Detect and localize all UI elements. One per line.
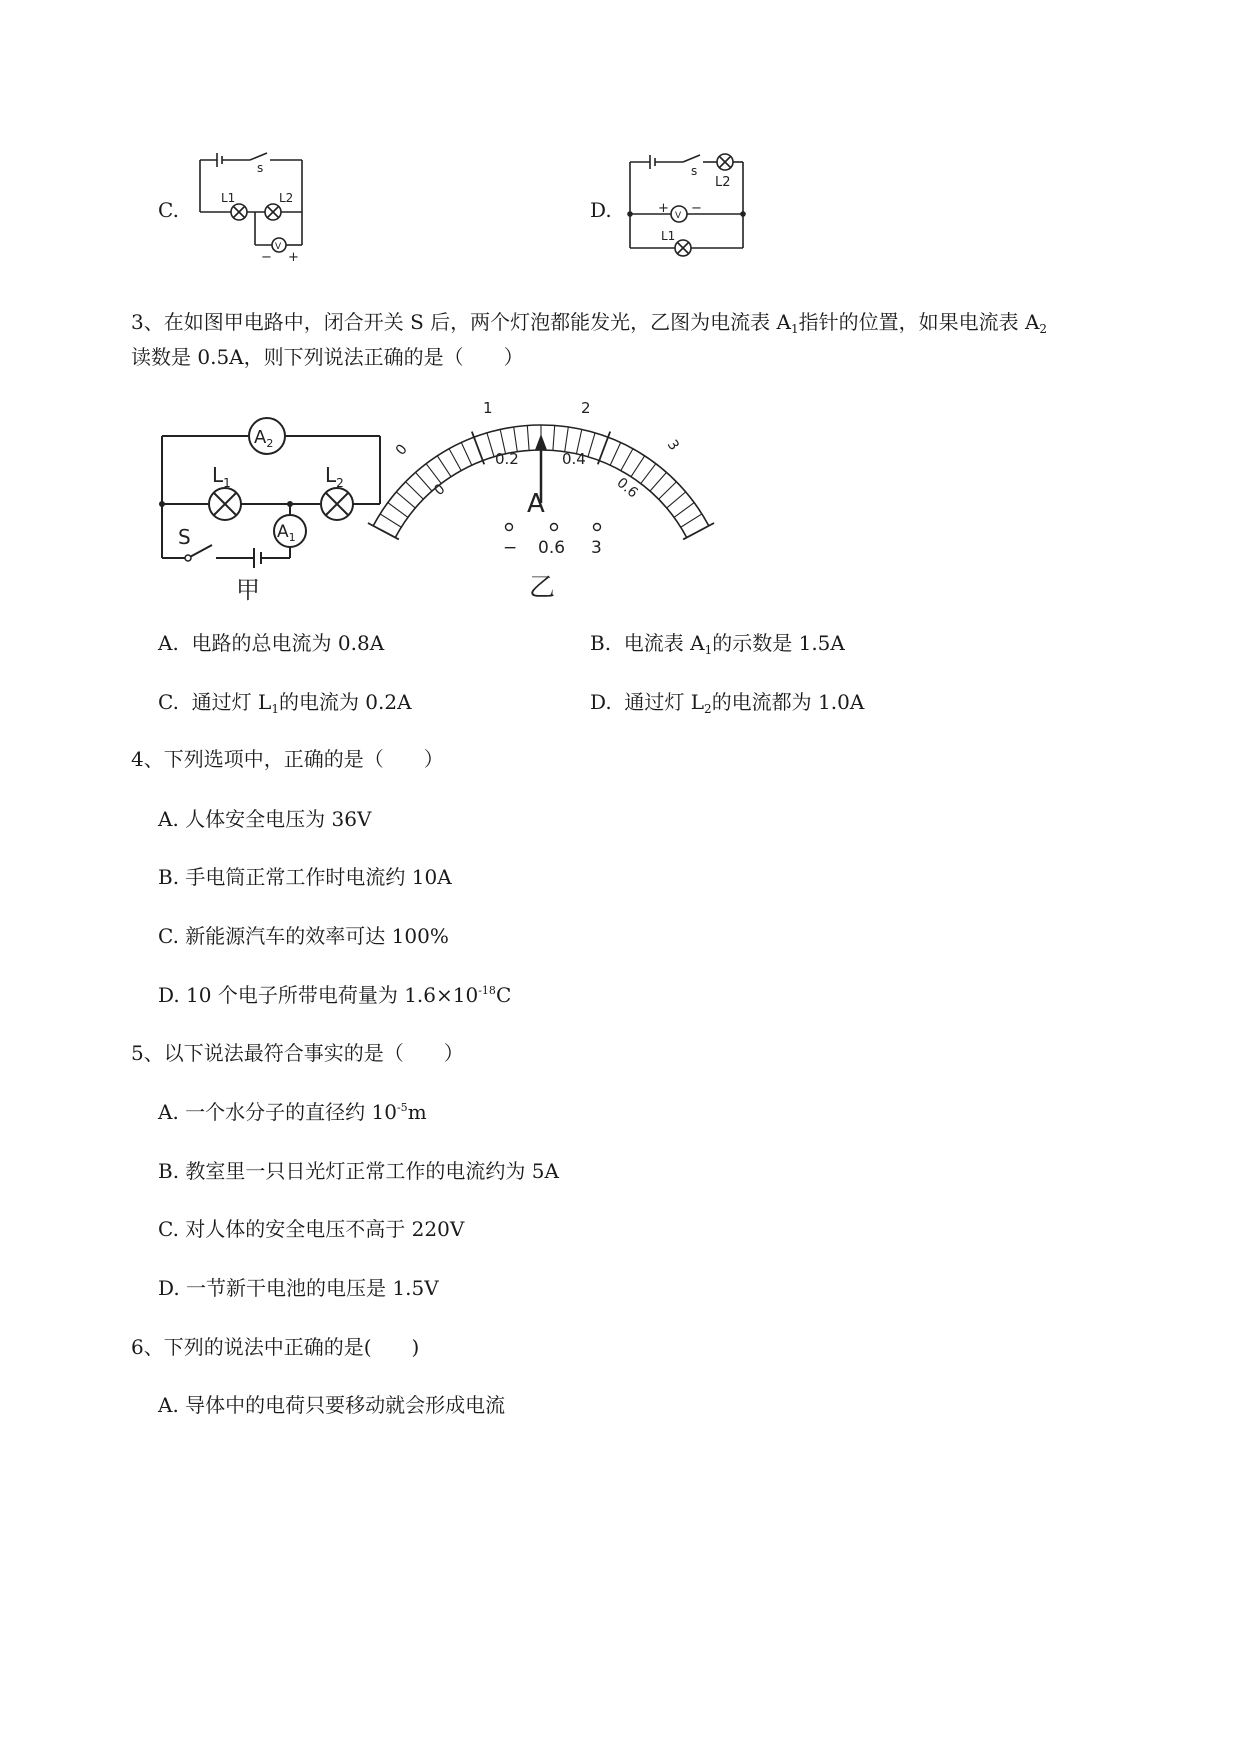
q3-circuit-jia-diagram — [150, 410, 390, 610]
terminal-minus — [506, 524, 513, 531]
q5-option-d: D. 一节新干电池的电压是 1.5V — [158, 1276, 439, 1300]
q2c-plus-label: + — [288, 250, 299, 265]
q3-jia-l2-label: $L_2$ — [325, 463, 344, 490]
q3-option-c: C. 通过灯 $L_1$的电流为 0.2A — [158, 690, 412, 716]
ammeter-tick-mark — [598, 432, 610, 465]
ammeter-unit-label: A — [527, 489, 545, 519]
ammeter-inner-tick-0-6: 0.6 — [613, 474, 641, 502]
ammeter-outer-tick-0: 0 — [392, 441, 411, 459]
q3-stem-line2: 读数是 0.5A，则下列说法正确的是（ ） — [131, 345, 524, 369]
q4-option-c: C. 新能源汽车的效率可达 100% — [158, 924, 449, 948]
ammeter-tick-mark — [472, 432, 484, 465]
q4-option-d: D. 10 个电子所带电荷量为 $1.6\times 10^{-18}C$ — [158, 983, 512, 1007]
q2c-switch-label: s — [257, 161, 264, 175]
terminal-0-6 — [551, 524, 558, 531]
q5-option-a: A. 一个水分子的直径约 $10^{-5}m$ — [158, 1100, 427, 1124]
q4-option-a: A. 人体安全电压为 36V — [158, 807, 372, 831]
q2c-minus-label: − — [261, 250, 272, 265]
terminal-3-label: 3 — [591, 538, 602, 558]
q4-stem: 4、下列选项中，正确的是（ ） — [131, 747, 444, 771]
q2-circuit-d-diagram — [625, 150, 755, 260]
q2d-l2-label: L2 — [715, 175, 731, 190]
ammeter-tick-mark — [667, 492, 686, 508]
terminal-0-6-label: 0.6 — [538, 538, 566, 558]
q3-ammeter-yi-diagram — [392, 390, 695, 610]
ammeter-tick-mark — [588, 433, 595, 457]
q2c-voltmeter-label: V — [275, 242, 282, 252]
q3-jia-l1-label: $L_1$ — [212, 463, 231, 490]
ammeter-pointer-head — [535, 434, 547, 450]
ammeter-tick-mark — [449, 449, 461, 471]
ammeter-outer-tick-3: 3 — [663, 437, 682, 454]
ammeter-tick-mark — [631, 456, 645, 477]
ammeter-outer-tick-2: 2 — [581, 399, 591, 417]
q4-option-b: B. 手电筒正常工作时电流约 10A — [158, 865, 452, 889]
q3-jia-switch-label: S — [178, 525, 191, 549]
ammeter-tick-mark — [461, 443, 471, 466]
ammeter-tick-mark — [406, 482, 424, 500]
terminal-minus-label: − — [503, 538, 518, 558]
q3-stem-line1: 3、在如图甲电路中，闭合开关 S 后，两个灯泡都能发光，乙图为电流表 $A_1$指针的位置，如果电流表 $A_2$ — [131, 310, 1048, 336]
ammeter-tick-mark — [681, 514, 702, 527]
q2-option-d-label: D. — [590, 198, 612, 222]
ammeter-tick-mark — [650, 472, 667, 491]
ammeter-tick-mark — [674, 503, 694, 518]
q6-option-a: A. 导体中的电荷只要移动就会形成电流 — [158, 1393, 506, 1417]
q2d-voltmeter-label: V — [675, 211, 682, 221]
ammeter-tick-mark — [527, 425, 529, 450]
ammeter-inner-tick-0-4: 0.4 — [562, 450, 586, 468]
ammeter-tick-mark — [659, 482, 677, 500]
q5-option-b: B. 教室里一只日光灯正常工作的电流约为 5A — [158, 1159, 559, 1183]
ammeter-tick-mark — [416, 472, 433, 491]
ammeter-inner-tick-0-2: 0.2 — [495, 450, 519, 468]
q3-option-a: A. 电路的总电流为 0.8A — [158, 631, 385, 655]
q3-jia-a1-label: $A_1$ — [277, 522, 296, 544]
q2d-plus-label: + — [658, 201, 669, 216]
ammeter-tick-mark — [514, 427, 518, 452]
ammeter-outer-tick-1: 1 — [483, 399, 493, 417]
ammeter-tick-mark — [621, 449, 633, 471]
ammeter-tick-mark — [388, 503, 408, 518]
ammeter-tick-mark — [437, 456, 451, 477]
ammeter-tick-mark — [487, 433, 494, 457]
q3-option-d: D. 通过灯 $L_2$的电流都为 1.0A — [590, 690, 865, 716]
q2-option-c-label: C. — [158, 198, 179, 222]
q2d-minus-label: − — [691, 201, 702, 216]
terminal-3 — [594, 524, 601, 531]
q2d-l1-label: L1 — [661, 229, 676, 243]
ammeter-tick-mark — [683, 523, 714, 539]
q5-option-c: C. 对人体的安全电压不高于 220V — [158, 1217, 465, 1241]
q3-yi-caption: 乙 — [529, 573, 556, 603]
q6-stem: 6、下列的说法中正确的是( ) — [131, 1335, 420, 1359]
q5-stem: 5、以下说法最符合事实的是（ ） — [131, 1041, 464, 1065]
q2d-switch-label: s — [691, 164, 698, 178]
ammeter-tick-mark — [396, 492, 415, 508]
q2c-l1-label: L1 — [221, 191, 236, 205]
ammeter-tick-mark — [641, 464, 656, 484]
q3-jia-a2-label: $A_2$ — [254, 427, 274, 450]
q3-option-b: B. 电流表 $A_1$的示数是 1.5A — [590, 631, 845, 657]
ammeter-tick-mark — [426, 464, 441, 484]
q2c-l2-label: L2 — [279, 191, 294, 205]
ammeter-tick-mark — [553, 425, 555, 450]
ammeter-tick-mark — [565, 427, 569, 452]
ammeter-inner-tick-0: 0 — [431, 481, 449, 500]
q3-jia-caption: 甲 — [236, 576, 260, 604]
q2-circuit-c-diagram — [195, 150, 315, 270]
ammeter-tick-mark — [610, 443, 620, 466]
